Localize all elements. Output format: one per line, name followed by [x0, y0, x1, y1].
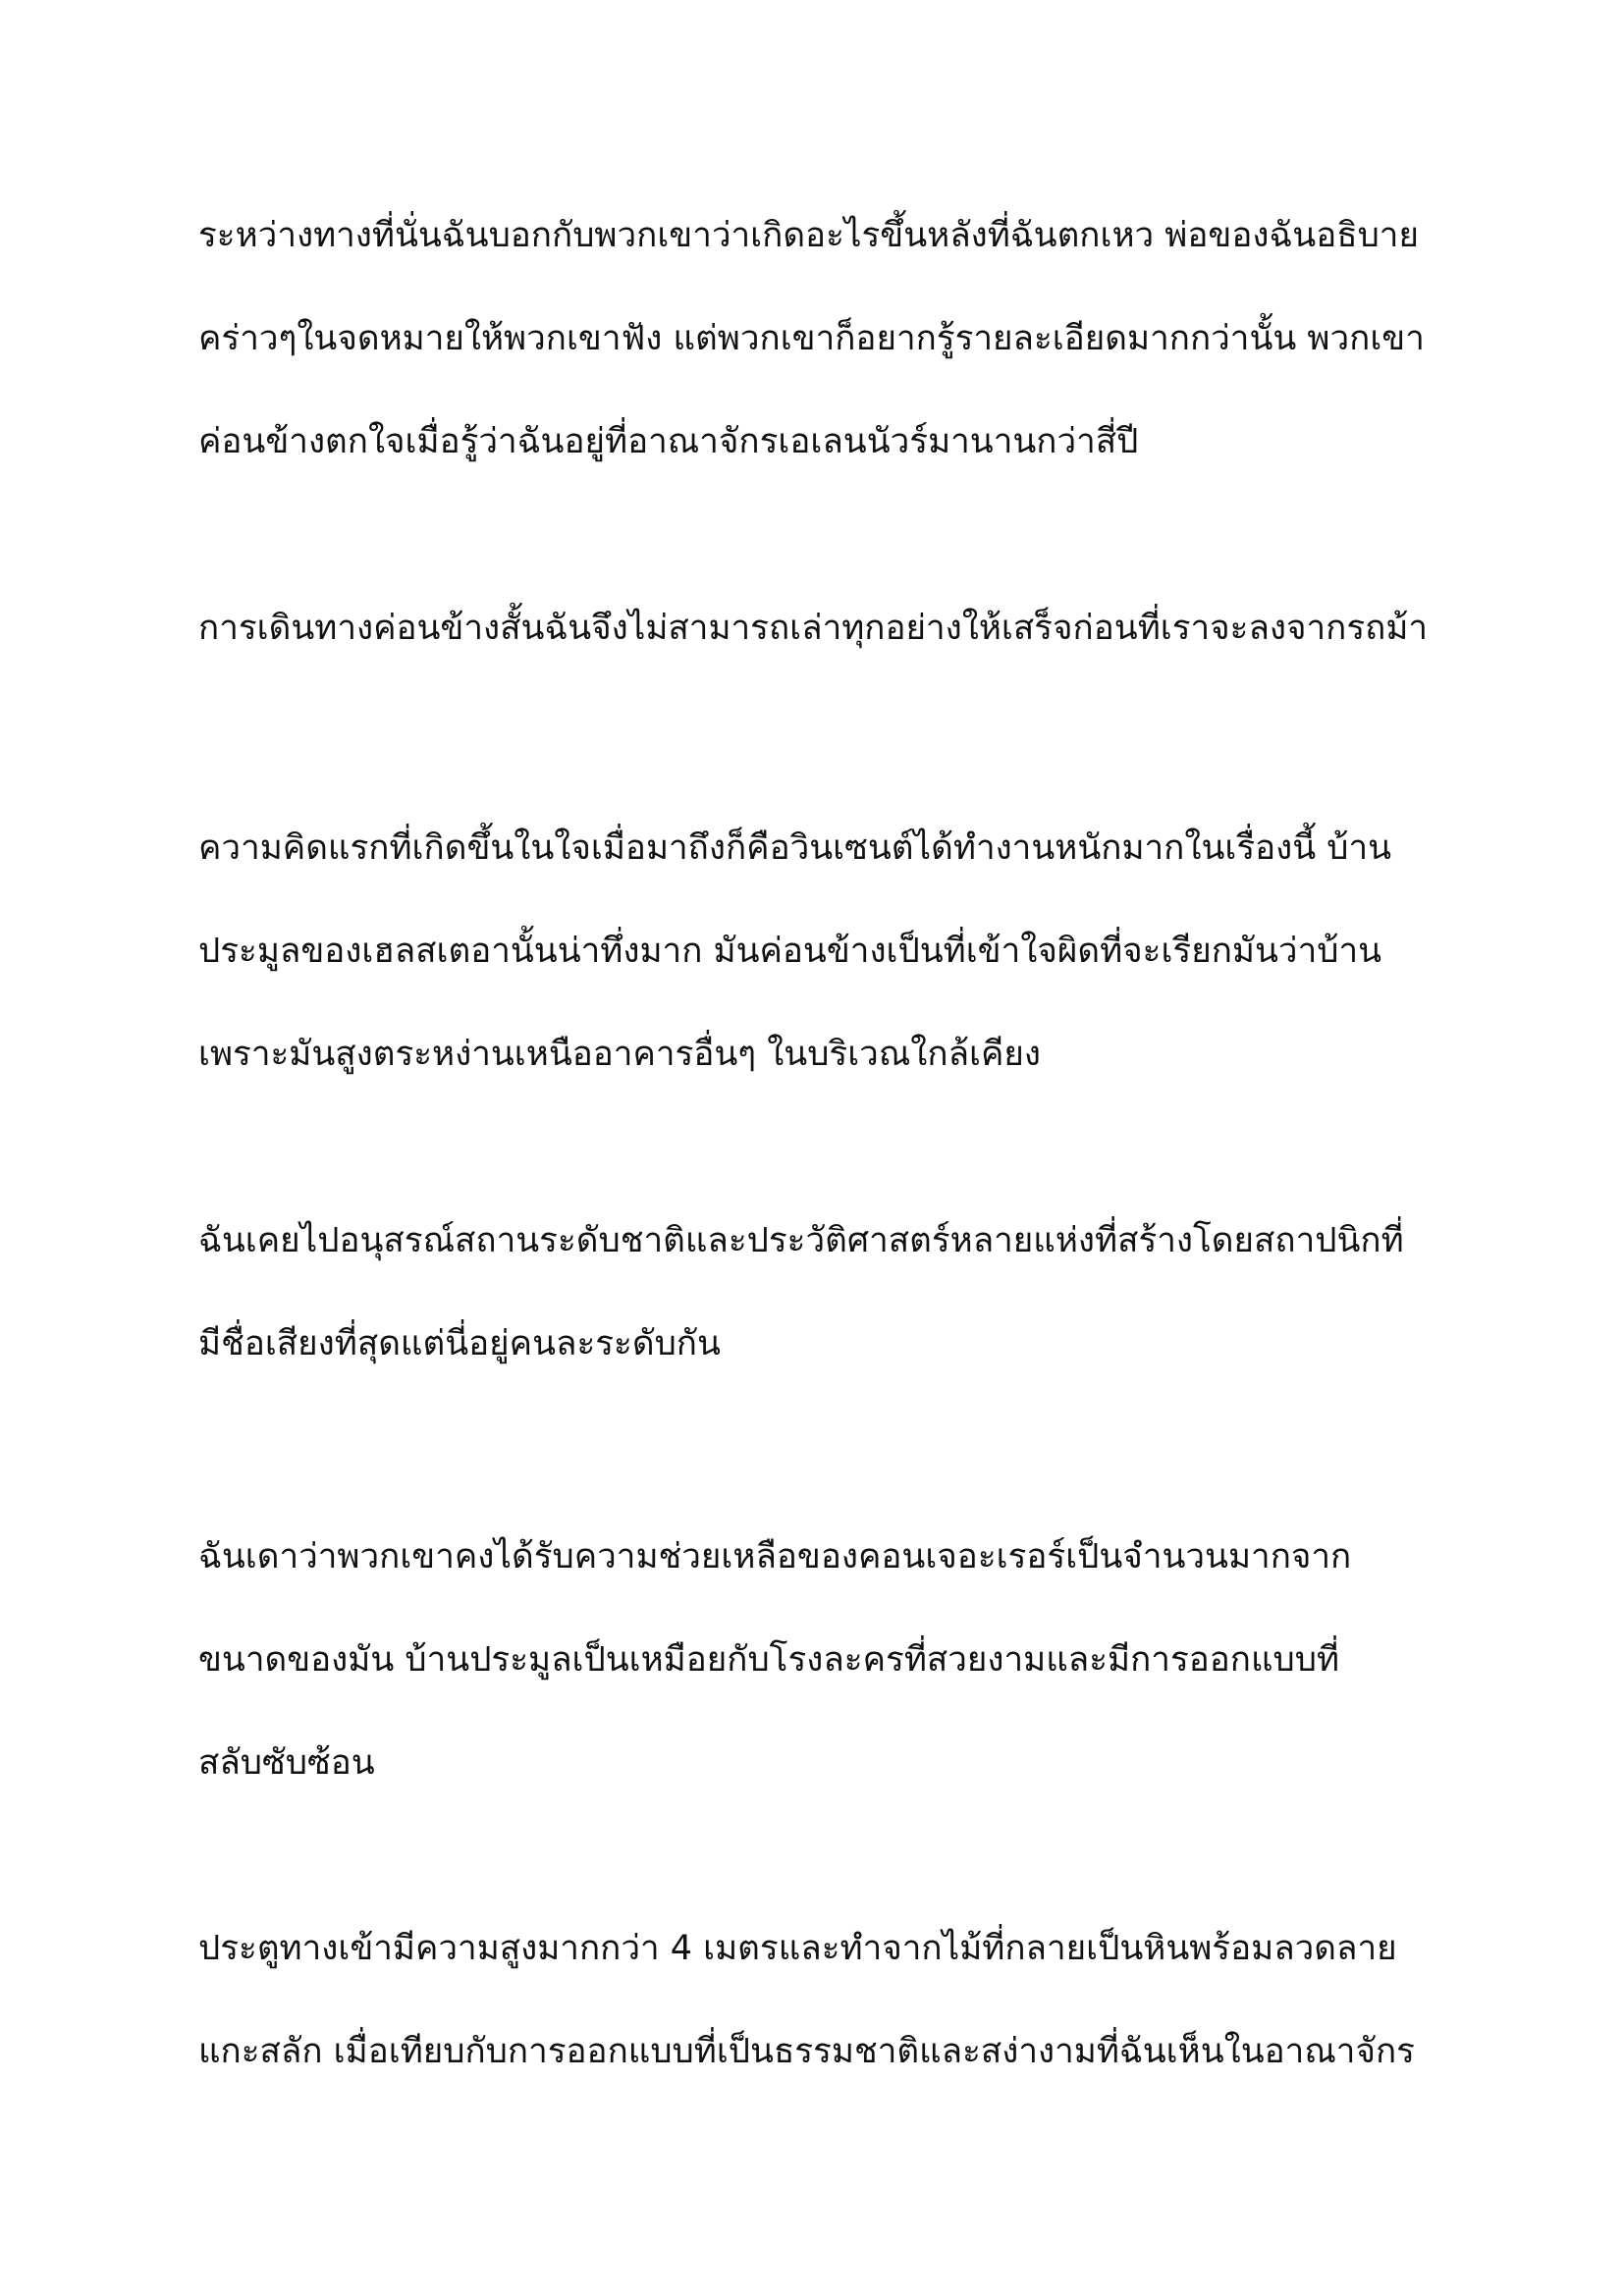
paragraph-3-line-3: เพราะมันสูงตระหง่านเหนืออาคารอื่นๆ ในบริเวณใกล้เคียง: [198, 1035, 1042, 1074]
paragraph-6: [198, 1897, 1475, 2104]
paragraph-6-line-2: แกะสลัก เมื่อเทียบกับการออกแบบที่เป็นธรรมชาติและสง่างามที่ฉันเห็นในอาณาจักร: [198, 2032, 1415, 2071]
paragraph-5-line-1: ฉันเดาว่าพวกเขาคงได้รับความช่วยเหลือของคอนเจอะเรอร์เป็นจำนวนมากจาก: [198, 1537, 1352, 1576]
paragraph-4: [198, 1190, 1475, 1396]
paragraph-3-line-1: ความคิดแรกที่เกิดขึ้นในใจเมื่อมาถึงก็คือวินเซนต์ได้ทำงานหนักมากในเรื่องนี้ บ้าน: [198, 828, 1392, 868]
paragraph-4-line-2: มีชื่อเสียงที่สุดแต่นี่อยู่คนละระดับกัน: [198, 1324, 721, 1363]
paragraph-1-line-2: คร่าวๆในจดหมายให้พวกเขาฟัง แต่พวกเขาก็อยากรู้รายละเอียดมากกว่านั้น พวกเขา: [198, 319, 1425, 358]
paragraph-6-line-1: ประตูทางเข้ามีความสูงมากกว่า 4 เมตรและทำจากไม้ที่กลายเป็นหินพร้อมลวดลาย: [198, 1929, 1397, 1968]
paragraph-3: [198, 797, 1475, 1106]
paragraph-2: [198, 577, 1475, 680]
paragraph-5-line-3: สลับซับซ้อน: [198, 1743, 375, 1783]
paragraph-3-line-2: ประมูลของเฮลสเตอานั้นน่าทึ่งมาก มันค่อนข้างเป็นที่เข้าใจผิดที่จะเรียกมันว่าบ้าน: [198, 932, 1382, 971]
paragraph-4-line-1: ฉันเคยไปอนุสรณ์สถานระดับชาติและประวัติศาสตร์หลายแห่งที่สร้างโดยสถาปนิกที่: [198, 1221, 1404, 1260]
paragraph-1-line-1: ระหว่างทางที่นั่นฉันบอกกับพวกเขาว่าเกิดอะไรขึ้นหลังที่ฉันตกเหว พ่อของฉันอธิบาย: [198, 216, 1419, 255]
paragraph-2-line-1: การเดินทางค่อนข้างสั้นฉันจึงไม่สามารถเล่าทุกอย่างให้เสร็จก่อนที่เราจะลงจากรถม้า: [198, 609, 1429, 648]
paragraph-5: [198, 1506, 1475, 1815]
paragraph-5-line-2: ขนาดของมัน บ้านประมูลเป็นเหมือยกับโรงละครที่สวยงามและมีการออกแบบที่: [198, 1640, 1340, 1680]
paragraph-1: [198, 185, 1475, 494]
paragraph-1-line-3: ค่อนข้างตกใจเมื่อรู้ว่าฉันอยู่ที่อาณาจักรเอเลนนัวร์มานานกว่าสี่ปี: [198, 422, 1139, 461]
